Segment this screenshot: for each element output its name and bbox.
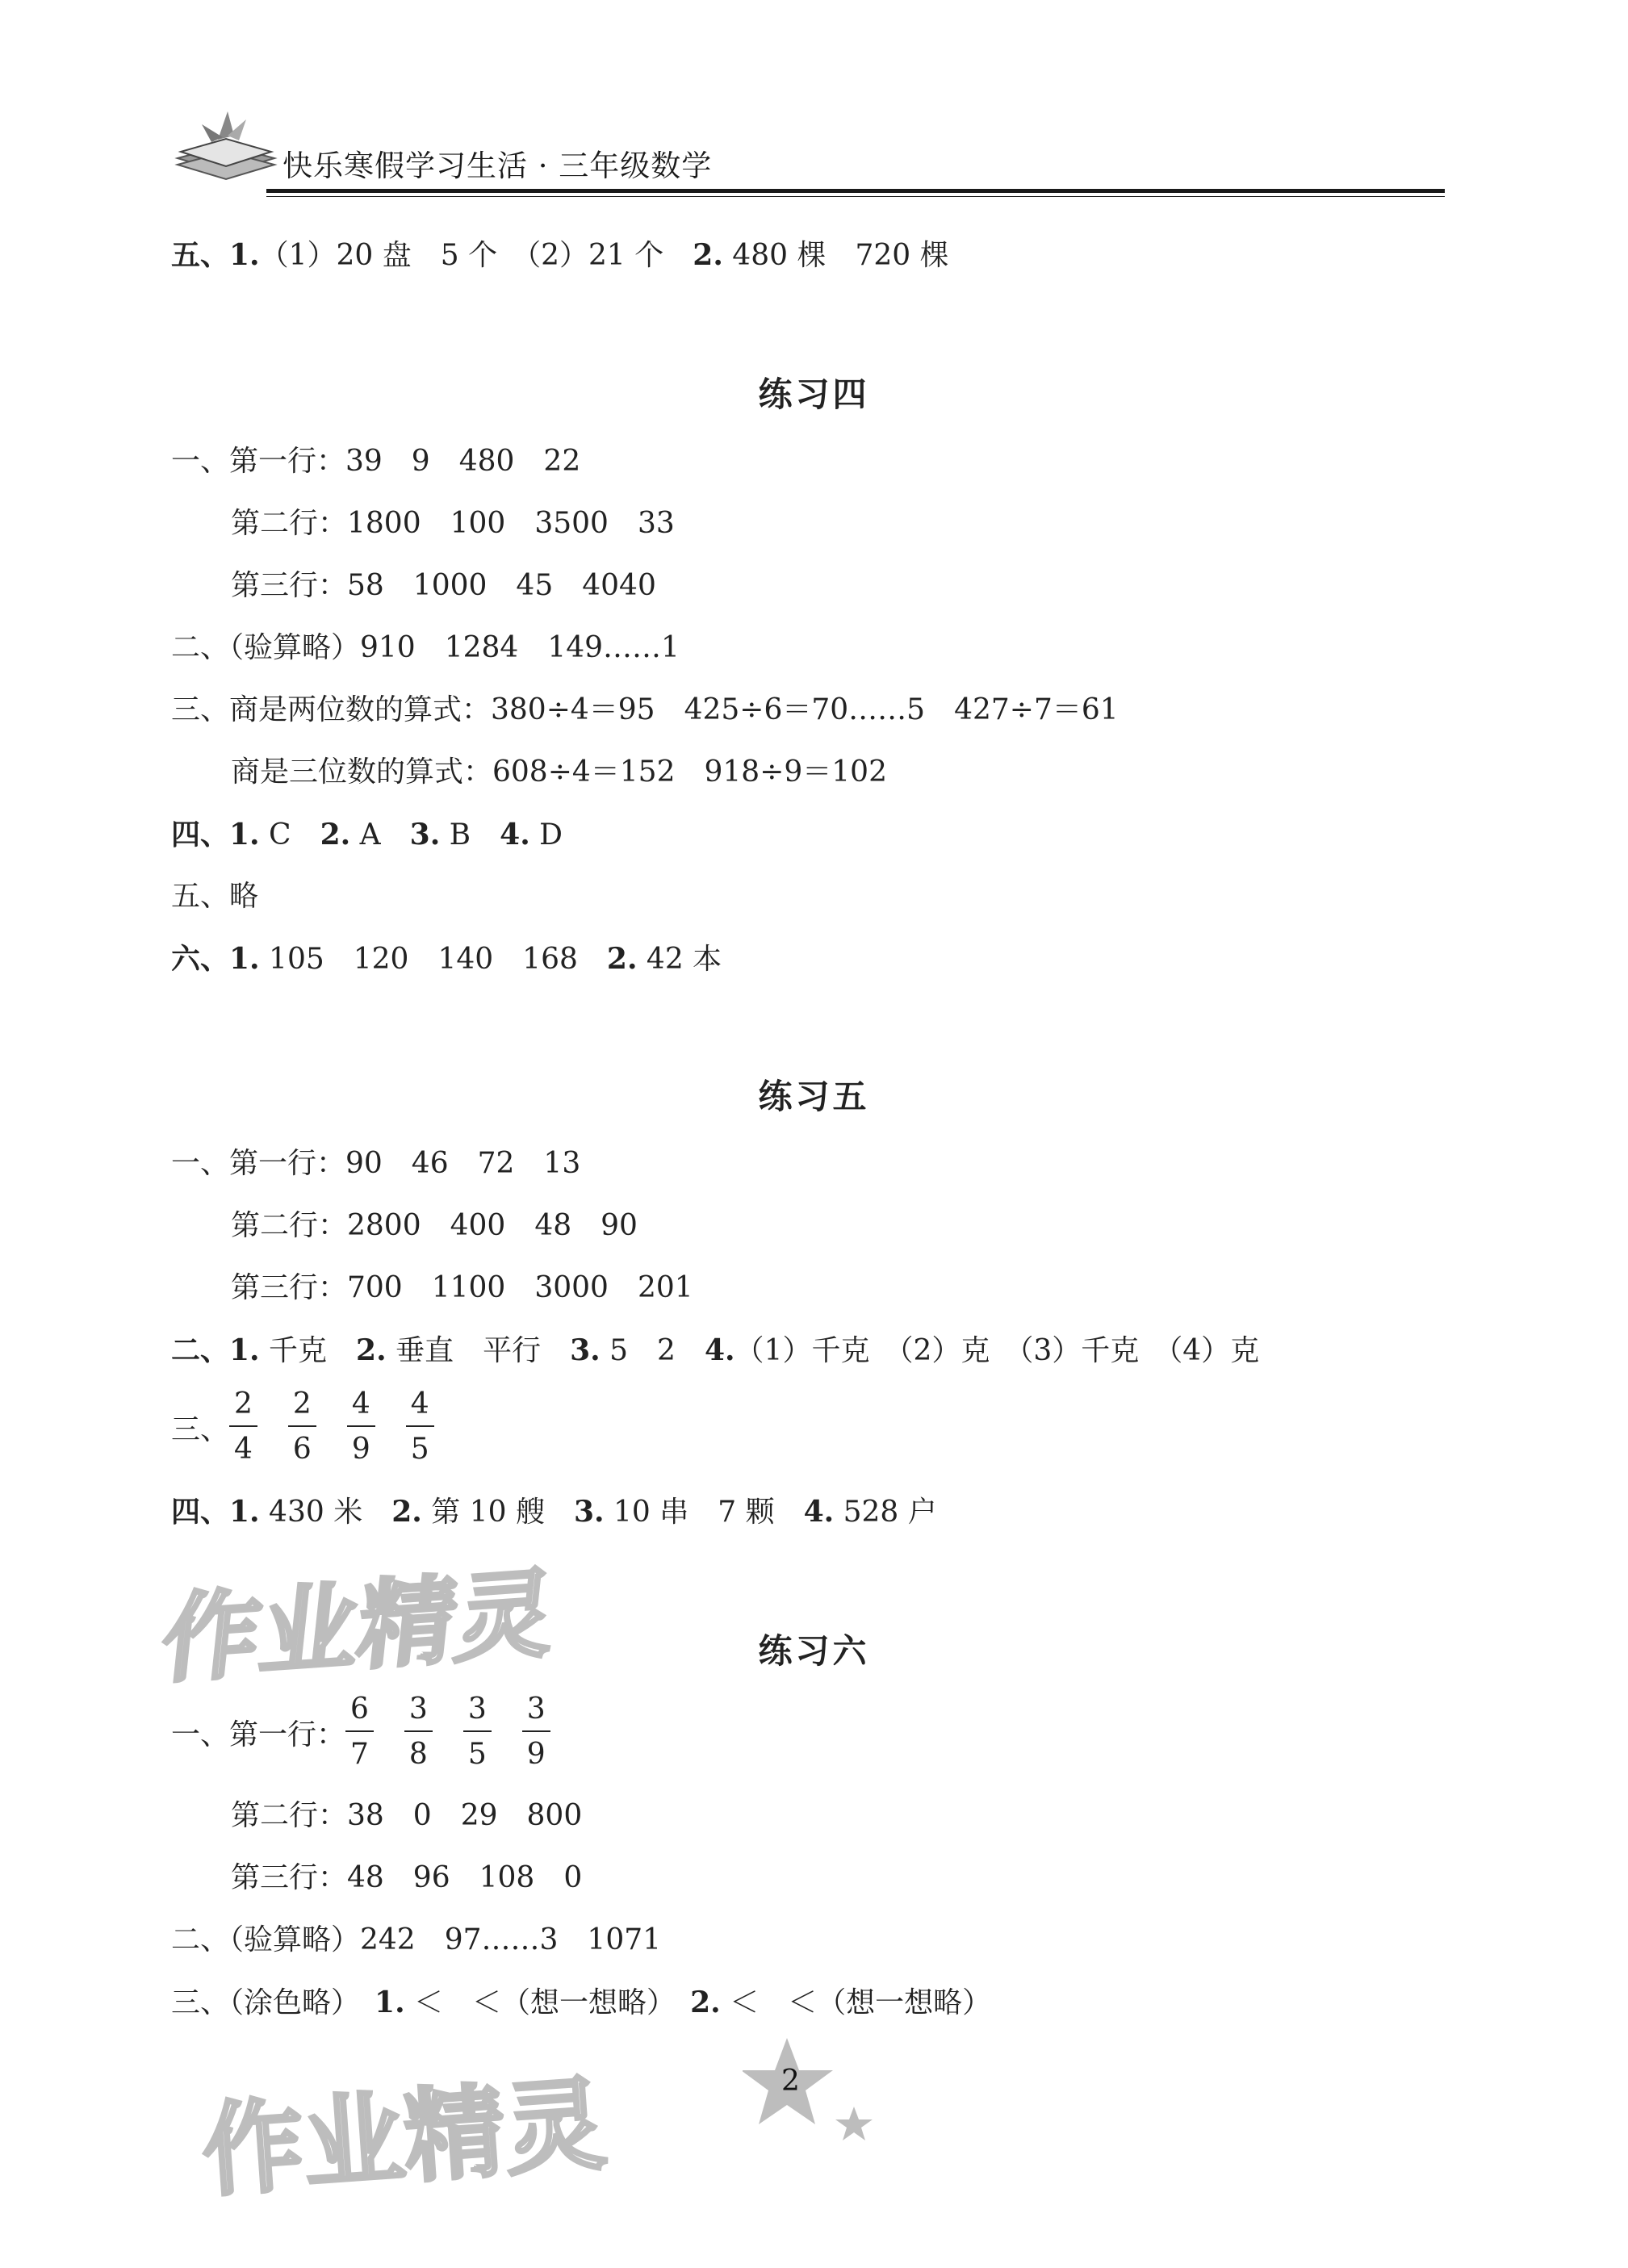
answer-line: 一、第一行：39 9 480 22 xyxy=(171,445,581,478)
answer-line: 商是三位数的算式：608÷4＝152 918÷9＝102 xyxy=(231,755,887,789)
fraction: $\frac{2}{4}$ xyxy=(229,1390,257,1464)
answer-line: 五、略 xyxy=(171,880,259,913)
header-rule-thin xyxy=(266,196,1445,197)
answer-line: 第三行：58 1000 45 4040 xyxy=(231,569,656,602)
section-title-4: 练习四 xyxy=(758,375,870,414)
fraction-line: 一、第一行： $\frac{6}{7}$ $\frac{3}{8}$ $\frac{3}{5}$ $\frac{3}{9}$ xyxy=(171,1695,581,1769)
section-title-6: 练习六 xyxy=(758,1631,870,1671)
answer-line: 第三行：700 1100 3000 201 xyxy=(231,1271,693,1304)
section-title-5: 练习五 xyxy=(758,1077,870,1116)
answer-line: 第二行：38 0 29 800 xyxy=(231,1799,583,1832)
answer-line: 第三行：48 96 108 0 xyxy=(231,1861,583,1894)
answer-line-wu: 五、1.（1）20 盘 5 个 （2）21 个 2. 480 棵 720 棵 xyxy=(171,238,949,272)
fraction: $\frac{2}{6}$ xyxy=(288,1390,316,1464)
fraction: $\frac{3}{9}$ xyxy=(522,1695,550,1769)
answer-line: 四、1. C 2. A 3. B 4. D xyxy=(171,818,563,852)
header-title: 快乐寒假学习生活 · 三年级数学 xyxy=(282,149,713,183)
answer-line: 六、1. 105 120 140 168 2. 42 本 xyxy=(171,942,722,976)
header-rule xyxy=(266,189,1445,193)
watermark: 作业精灵 xyxy=(199,2065,610,2212)
answer-line: 第二行：2800 400 48 90 xyxy=(231,1209,638,1242)
answer-line: 二、1. 千克 2. 垂直 平行 3. 5 2 4.（1）千克 （2）克 （3）千克 （4）克 xyxy=(171,1333,1260,1367)
fraction-line: 三、 $\frac{2}{4}$ $\frac{2}{6}$ $\frac{4}{9}$ $\frac{4}{5}$ xyxy=(171,1390,465,1464)
answer-line: 一、第一行：90 46 72 13 xyxy=(171,1147,581,1180)
answer-line: 第二行：1800 100 3500 33 xyxy=(231,507,675,540)
fraction: $\frac{3}{8}$ xyxy=(404,1695,433,1769)
answer-line: 三、（涂色略） 1. ＜ ＜（想一想略） 2. ＜ ＜（想一想略） xyxy=(171,1986,992,2019)
answer-line: 四、1. 430 米 2. 第 10 艘 3. 10 串 7 颗 4. 528 户 xyxy=(171,1495,937,1529)
page-number: 2 xyxy=(781,2065,800,2098)
answer-line: 二、（验算略）242 97……3 1071 xyxy=(171,1923,662,1956)
answer-line: 二、（验算略）910 1284 149……1 xyxy=(171,631,680,664)
fraction: $\frac{3}{5}$ xyxy=(463,1695,492,1769)
watermark: 作业精灵 xyxy=(157,1558,560,1697)
fraction: $\frac{4}{9}$ xyxy=(347,1390,375,1464)
fraction: $\frac{4}{5}$ xyxy=(406,1390,434,1464)
answer-line: 三、商是两位数的算式：380÷4＝95 425÷6＝70……5 427÷7＝61 xyxy=(171,693,1119,726)
star-icon xyxy=(743,2034,880,2155)
book-logo-icon xyxy=(169,95,282,192)
fraction: $\frac{6}{7}$ xyxy=(345,1695,374,1769)
